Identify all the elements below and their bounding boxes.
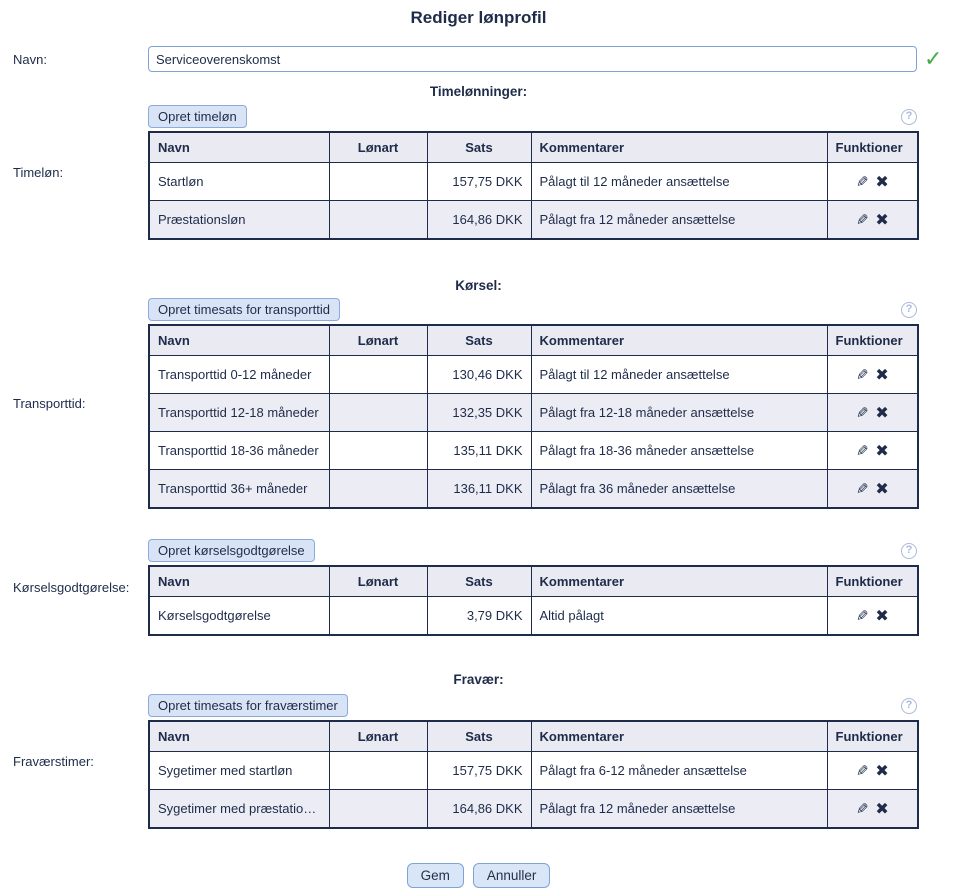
cell-navn: Sygetimer med præstatio… xyxy=(149,790,329,829)
koerselsgodtgoerelse-table xyxy=(148,565,919,636)
cell-loenart xyxy=(329,394,427,432)
cell-funktioner xyxy=(827,597,918,636)
side-label-timeloen: Timeløn: xyxy=(13,165,64,180)
edit-pencil-icon[interactable]: ✎ xyxy=(855,404,869,422)
table-row xyxy=(149,597,918,636)
cell-funktioner xyxy=(827,752,918,790)
table-header-row xyxy=(149,566,918,597)
cell-loenart xyxy=(329,356,427,394)
section-fravaerstimer xyxy=(0,694,957,829)
table-row xyxy=(149,470,918,509)
delete-x-icon[interactable]: ✖ xyxy=(875,366,889,384)
name-label: Navn: xyxy=(13,51,47,67)
delete-x-icon[interactable]: ✖ xyxy=(875,442,889,460)
cell-sats: 157,75 DKK xyxy=(427,163,531,201)
cell-sats: 130,46 DKK xyxy=(427,356,531,394)
section-koerselsgodtgoerelse xyxy=(0,539,957,636)
cell-kommentar: Pålagt fra 18-36 måneder ansættelse xyxy=(531,432,827,470)
cell-loenart xyxy=(329,597,427,636)
edit-pencil-icon[interactable]: ✎ xyxy=(855,366,869,384)
edit-pencil-icon[interactable]: ✎ xyxy=(855,480,869,498)
column-header-funktioner: Funktioner xyxy=(827,132,918,163)
cell-loenart xyxy=(329,470,427,509)
create-transporttid-button[interactable]: Opret timesats for transporttid xyxy=(148,298,340,321)
create-timeloen-button[interactable]: Opret timeløn xyxy=(148,105,247,128)
cell-funktioner xyxy=(827,470,918,509)
cell-navn: Kørselsgodtgørelse xyxy=(149,597,329,636)
cell-sats: 164,86 DKK xyxy=(427,201,531,240)
delete-x-icon[interactable]: ✖ xyxy=(875,404,889,422)
column-header-navn: Navn xyxy=(149,325,329,356)
cell-sats: 3,79 DKK xyxy=(427,597,531,636)
table-row xyxy=(149,201,918,240)
column-header-kommentarer: Kommentarer xyxy=(531,132,827,163)
table-row xyxy=(149,432,918,470)
cell-kommentar: Pålagt fra 12-18 måneder ansættelse xyxy=(531,394,827,432)
cell-funktioner xyxy=(827,163,918,201)
footer-actions xyxy=(0,863,957,888)
column-header-loenart: Lønart xyxy=(329,566,427,597)
timeloen-table xyxy=(148,131,919,240)
edit-pencil-icon[interactable]: ✎ xyxy=(855,442,869,460)
table-header-row xyxy=(149,721,918,752)
column-header-loenart: Lønart xyxy=(329,721,427,752)
cell-sats: 157,75 DKK xyxy=(427,752,531,790)
edit-pencil-icon[interactable]: ✎ xyxy=(855,800,869,818)
edit-pencil-icon[interactable]: ✎ xyxy=(855,607,869,625)
help-icon[interactable]: ? xyxy=(901,302,917,318)
table-header-row xyxy=(149,325,918,356)
section-timeloen xyxy=(0,105,957,240)
column-header-sats: Sats xyxy=(427,132,531,163)
edit-pencil-icon[interactable]: ✎ xyxy=(855,762,869,780)
table-row xyxy=(149,163,918,201)
column-header-sats: Sats xyxy=(427,566,531,597)
cell-funktioner xyxy=(827,790,918,829)
column-header-funktioner: Funktioner xyxy=(827,325,918,356)
column-header-sats: Sats xyxy=(427,325,531,356)
cell-loenart xyxy=(329,201,427,240)
name-form-row xyxy=(0,46,957,72)
column-header-funktioner: Funktioner xyxy=(827,721,918,752)
cell-navn: Transporttid 0-12 måneder xyxy=(149,356,329,394)
cell-kommentar: Altid pålagt xyxy=(531,597,827,636)
delete-x-icon[interactable]: ✖ xyxy=(875,800,889,818)
column-header-loenart: Lønart xyxy=(329,132,427,163)
table-row xyxy=(149,394,918,432)
cell-kommentar: Pålagt fra 12 måneder ansættelse xyxy=(531,201,827,240)
edit-pencil-icon[interactable]: ✎ xyxy=(855,173,869,191)
edit-pencil-icon[interactable]: ✎ xyxy=(855,211,869,229)
delete-x-icon[interactable]: ✖ xyxy=(875,607,889,625)
cell-navn: Startløn xyxy=(149,163,329,201)
section-heading-timeloenninger: Timelønninger: xyxy=(429,84,528,99)
page-title: Rediger lønprofil xyxy=(410,8,547,27)
column-header-kommentarer: Kommentarer xyxy=(531,566,827,597)
column-header-navn: Navn xyxy=(149,566,329,597)
table-row xyxy=(149,752,918,790)
table-header-row xyxy=(149,132,918,163)
cell-sats: 136,11 DKK xyxy=(427,470,531,509)
transporttid-table xyxy=(148,324,919,509)
column-header-kommentarer: Kommentarer xyxy=(531,721,827,752)
cell-navn: Transporttid 36+ måneder xyxy=(149,470,329,509)
side-label-transporttid: Transporttid: xyxy=(13,396,86,411)
delete-x-icon[interactable]: ✖ xyxy=(875,173,889,191)
cell-loenart xyxy=(329,163,427,201)
cell-navn: Præstationsløn xyxy=(149,201,329,240)
table-row xyxy=(149,790,918,829)
cell-funktioner xyxy=(827,394,918,432)
cell-sats: 132,35 DKK xyxy=(427,394,531,432)
cancel-button[interactable]: Annuller xyxy=(473,863,551,888)
fravaerstimer-table xyxy=(148,720,919,829)
create-koerselsgodtgoerelse-button[interactable]: Opret kørselsgodtgørelse xyxy=(148,539,315,562)
help-icon[interactable]: ? xyxy=(901,698,917,714)
column-header-funktioner: Funktioner xyxy=(827,566,918,597)
cell-funktioner xyxy=(827,356,918,394)
section-heading-fravaer: Fravær: xyxy=(453,672,504,687)
column-header-navn: Navn xyxy=(149,721,329,752)
column-header-navn: Navn xyxy=(149,132,329,163)
cell-kommentar: Pålagt til 12 måneder ansættelse xyxy=(531,163,827,201)
cell-kommentar: Pålagt fra 36 måneder ansættelse xyxy=(531,470,827,509)
cell-funktioner xyxy=(827,201,918,240)
column-header-sats: Sats xyxy=(427,721,531,752)
help-icon[interactable]: ? xyxy=(901,543,917,559)
column-header-loenart: Lønart xyxy=(329,325,427,356)
cell-funktioner xyxy=(827,432,918,470)
cell-navn: Transporttid 12-18 måneder xyxy=(149,394,329,432)
delete-x-icon[interactable]: ✖ xyxy=(875,480,889,498)
save-button[interactable]: Gem xyxy=(407,863,464,888)
name-input[interactable] xyxy=(148,46,917,72)
section-heading-koersel: Kørsel: xyxy=(455,278,502,293)
create-fravaerstimer-button[interactable]: Opret timesats for fraværstimer xyxy=(148,694,348,717)
delete-x-icon[interactable]: ✖ xyxy=(875,211,889,229)
section-transporttid xyxy=(0,298,957,509)
side-label-fravaerstimer: Fraværstimer: xyxy=(13,754,94,769)
cell-kommentar: Pålagt fra 12 måneder ansættelse xyxy=(531,790,827,829)
cell-loenart xyxy=(329,752,427,790)
cell-navn: Transporttid 18-36 måneder xyxy=(149,432,329,470)
valid-check-icon: ✓ xyxy=(924,46,943,71)
cell-sats: 164,86 DKK xyxy=(427,790,531,829)
cell-loenart xyxy=(329,790,427,829)
cell-navn: Sygetimer med startløn xyxy=(149,752,329,790)
column-header-kommentarer: Kommentarer xyxy=(531,325,827,356)
delete-x-icon[interactable]: ✖ xyxy=(875,762,889,780)
cell-loenart xyxy=(329,432,427,470)
cell-sats: 135,11 DKK xyxy=(427,432,531,470)
table-row xyxy=(149,356,918,394)
help-icon[interactable]: ? xyxy=(901,109,917,125)
cell-kommentar: Pålagt fra 6-12 måneder ansættelse xyxy=(531,752,827,790)
side-label-koerselsgodtgoerelse: Kørselsgodtgørelse: xyxy=(13,580,130,595)
cell-kommentar: Pålagt til 12 måneder ansættelse xyxy=(531,356,827,394)
